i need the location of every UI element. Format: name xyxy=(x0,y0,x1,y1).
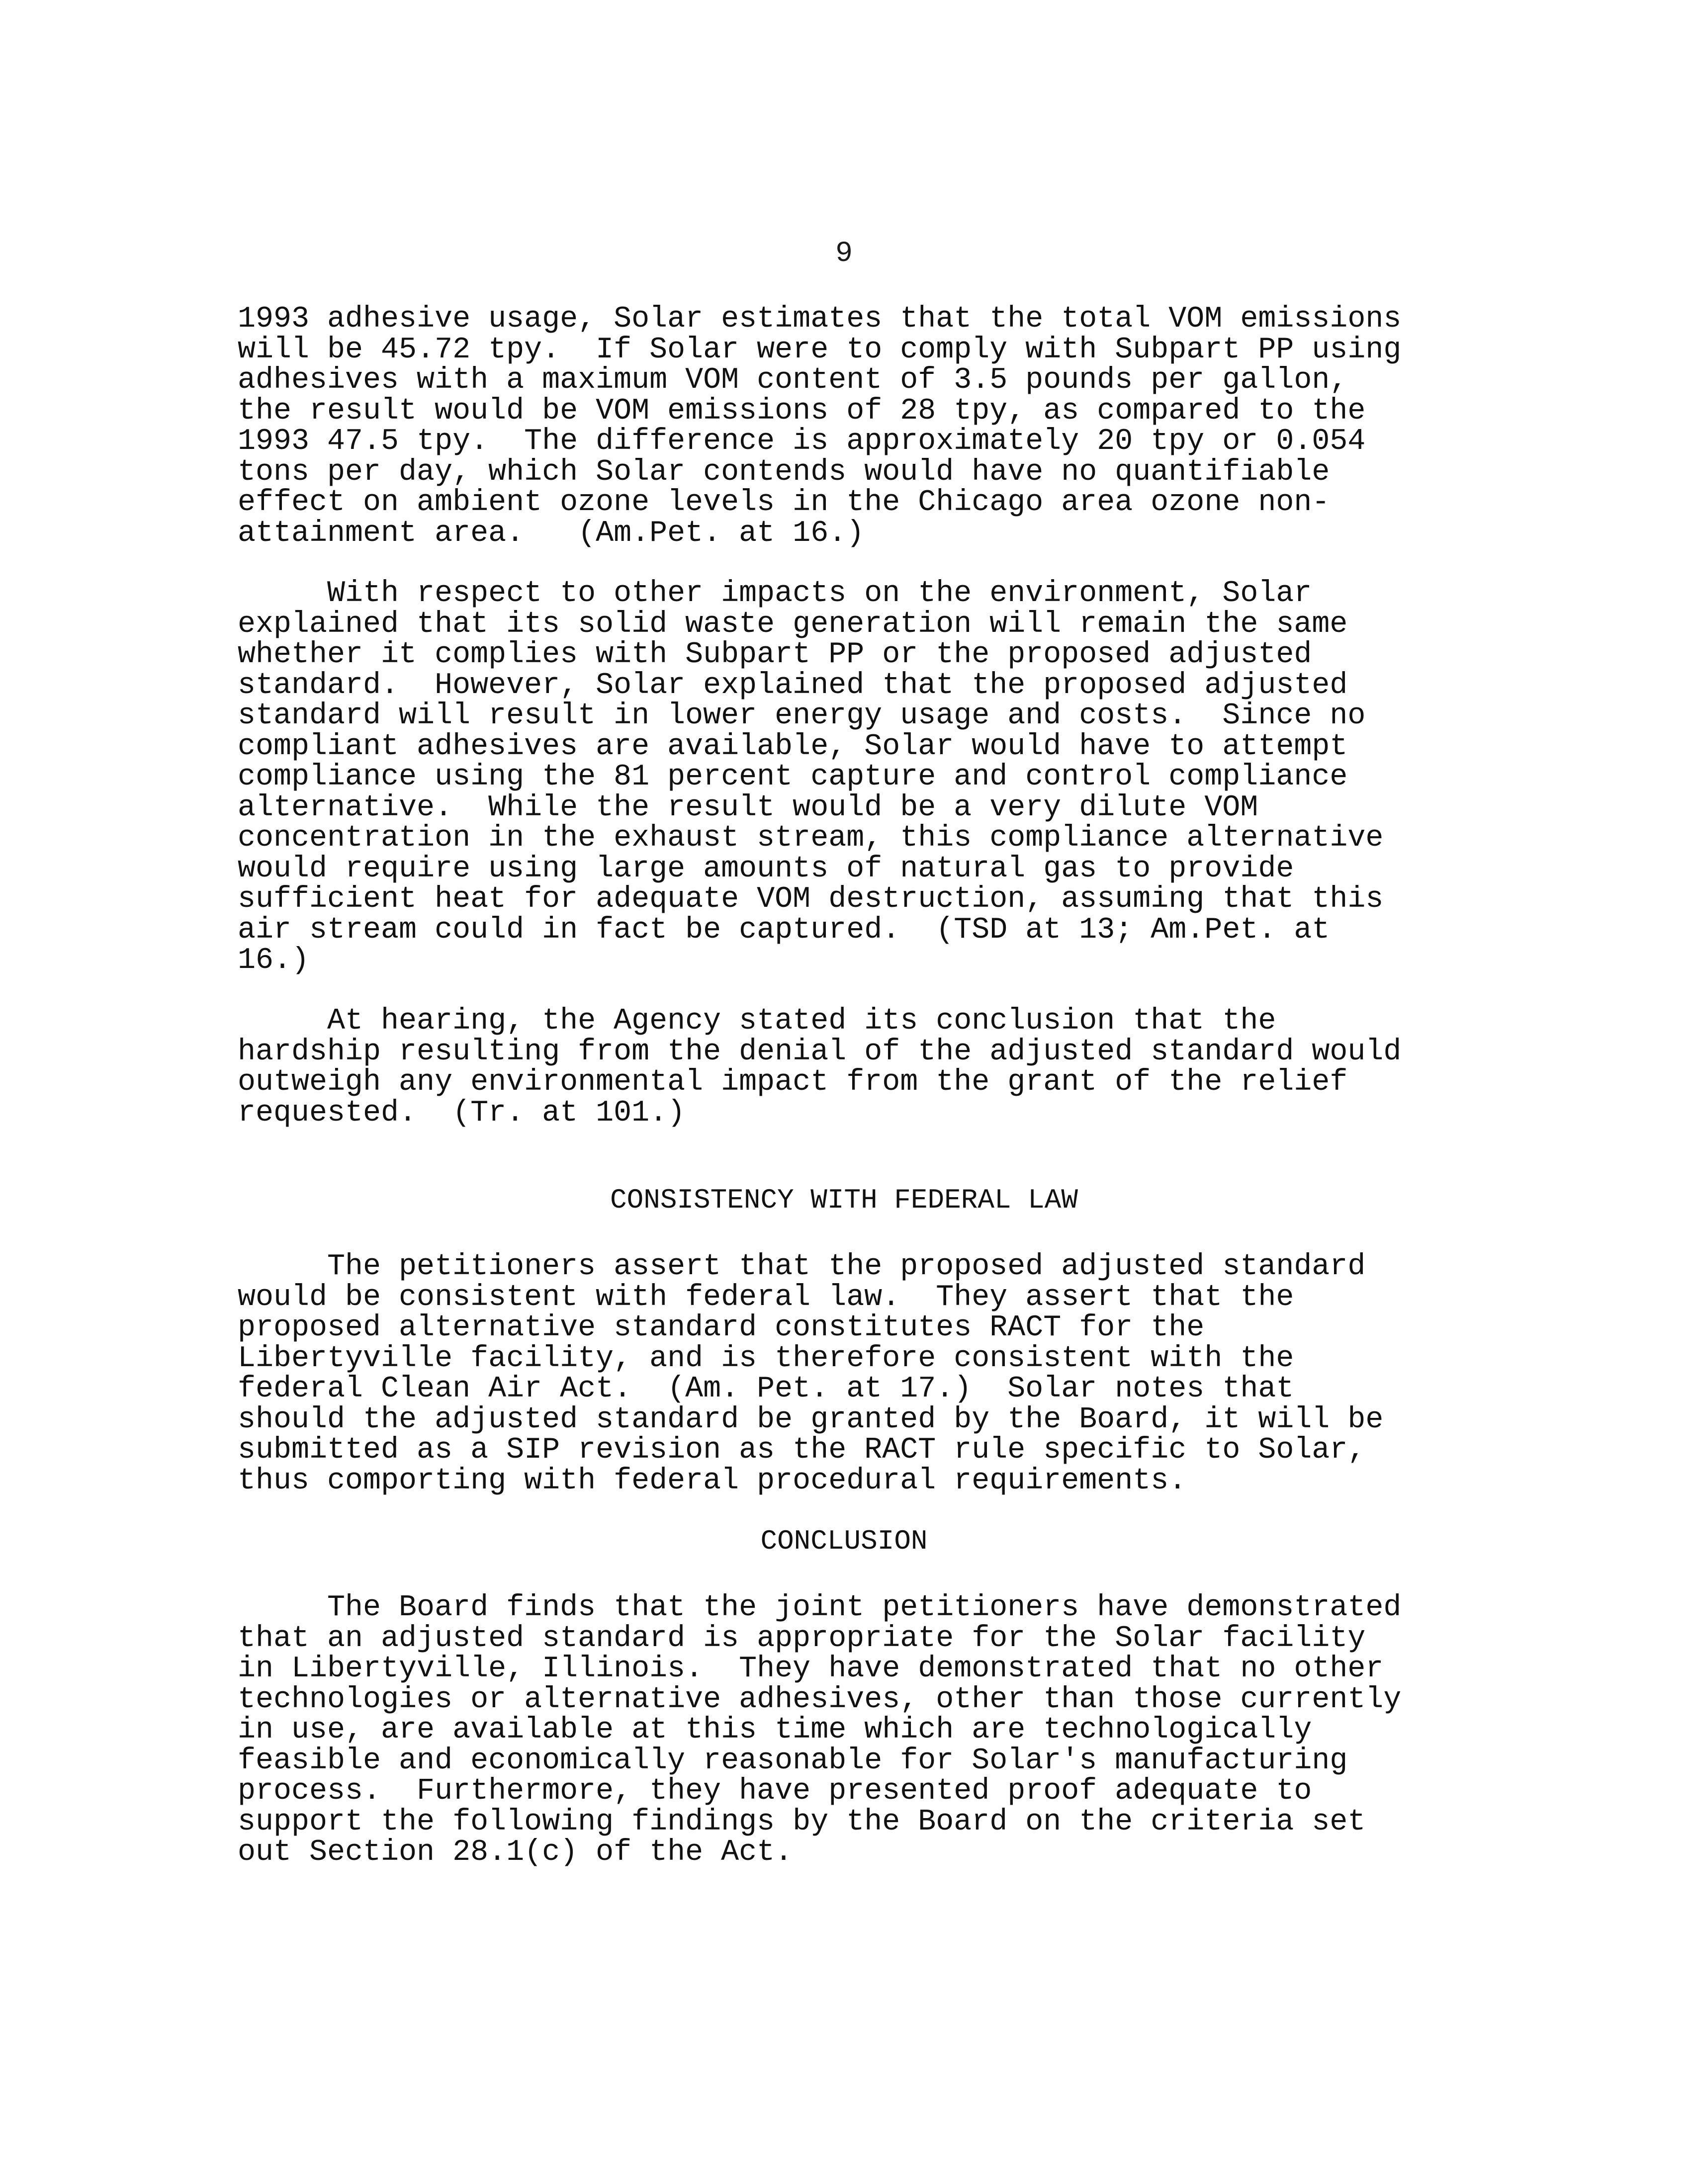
paragraph-conclusion: The Board finds that the joint petitioners have demonstrated that an adjusted standard is appropriate for the Solar facility in Libertyville, Illinois. They have demonstrated that no other technologies or alternative adhesives, other than those currently in use, are available at this time which are technologically feasible and economically reasonable for Solar's manufacturing process. Furthermore, they have presented proof adequate to support the following findings by the Board on the criteria set out Section 28.1(c) of the Act. xyxy=(238,1591,1402,1869)
paragraph-environment-impacts: With respect to other impacts on the environment, Solar explained that its solid waste generation will remain the same whether it complies with Subpart PP or the proposed adjusted standard. However, Solar explained that the proposed adjusted standard will result in lower energy usage and costs. Since no compliant adhesives are available, Solar would have to attempt compliance using the 81 percent capture and control compliance alternative. While the result would be a very dilute VOM concentration in the exhaust stream, this compliance alternative would require using large amounts of natural gas to provide sufficient heat for adequate VOM destruction, assuming that this air stream could in fact be captured. (TSD at 13; Am.Pet. at 16.) xyxy=(238,577,1384,977)
page-number: 9 xyxy=(835,238,853,270)
section-heading-federal-law: CONSISTENCY WITH FEDERAL LAW xyxy=(610,1184,1078,1216)
paragraph-federal-law: The petitioners assert that the proposed adjusted standard would be consistent with federal law. They assert that the proposed alternative standard constitutes RACT for the Libertyville facility, and is therefore consistent with the federal Clean Air Act. (Am. Pet. at 17.) Solar notes that should the adjusted standard be granted by the Board, it will be submitted as a SIP revision as the RACT rule specific to Solar, thus comporting with federal procedural requirements. xyxy=(238,1250,1384,1498)
section-heading-conclusion: CONCLUSION xyxy=(760,1525,928,1557)
paragraph-emissions: 1993 adhesive usage, Solar estimates that the total VOM emissions will be 45.72 tpy. If Solar were to comply with Subpart PP using adhesives with a maximum VOM content of 3.5 pounds per gallon, the result would be VOM emissions of 28 tpy, as compared to the 1993 47.5 tpy. The difference is approximately 20 tpy or 0.054 tons per day, which Solar contends would have no quantifiable effect on ambient ozone levels in the Chicago area ozone non- attainment area. (Am.Pet. at 16.) xyxy=(238,302,1402,550)
paragraph-hearing: At hearing, the Agency stated its conclusion that the hardship resulting from the denial of the adjusted standard would outweigh any environmental impact from the grant of the relief requested. (Tr. at 101.) xyxy=(238,1004,1402,1130)
